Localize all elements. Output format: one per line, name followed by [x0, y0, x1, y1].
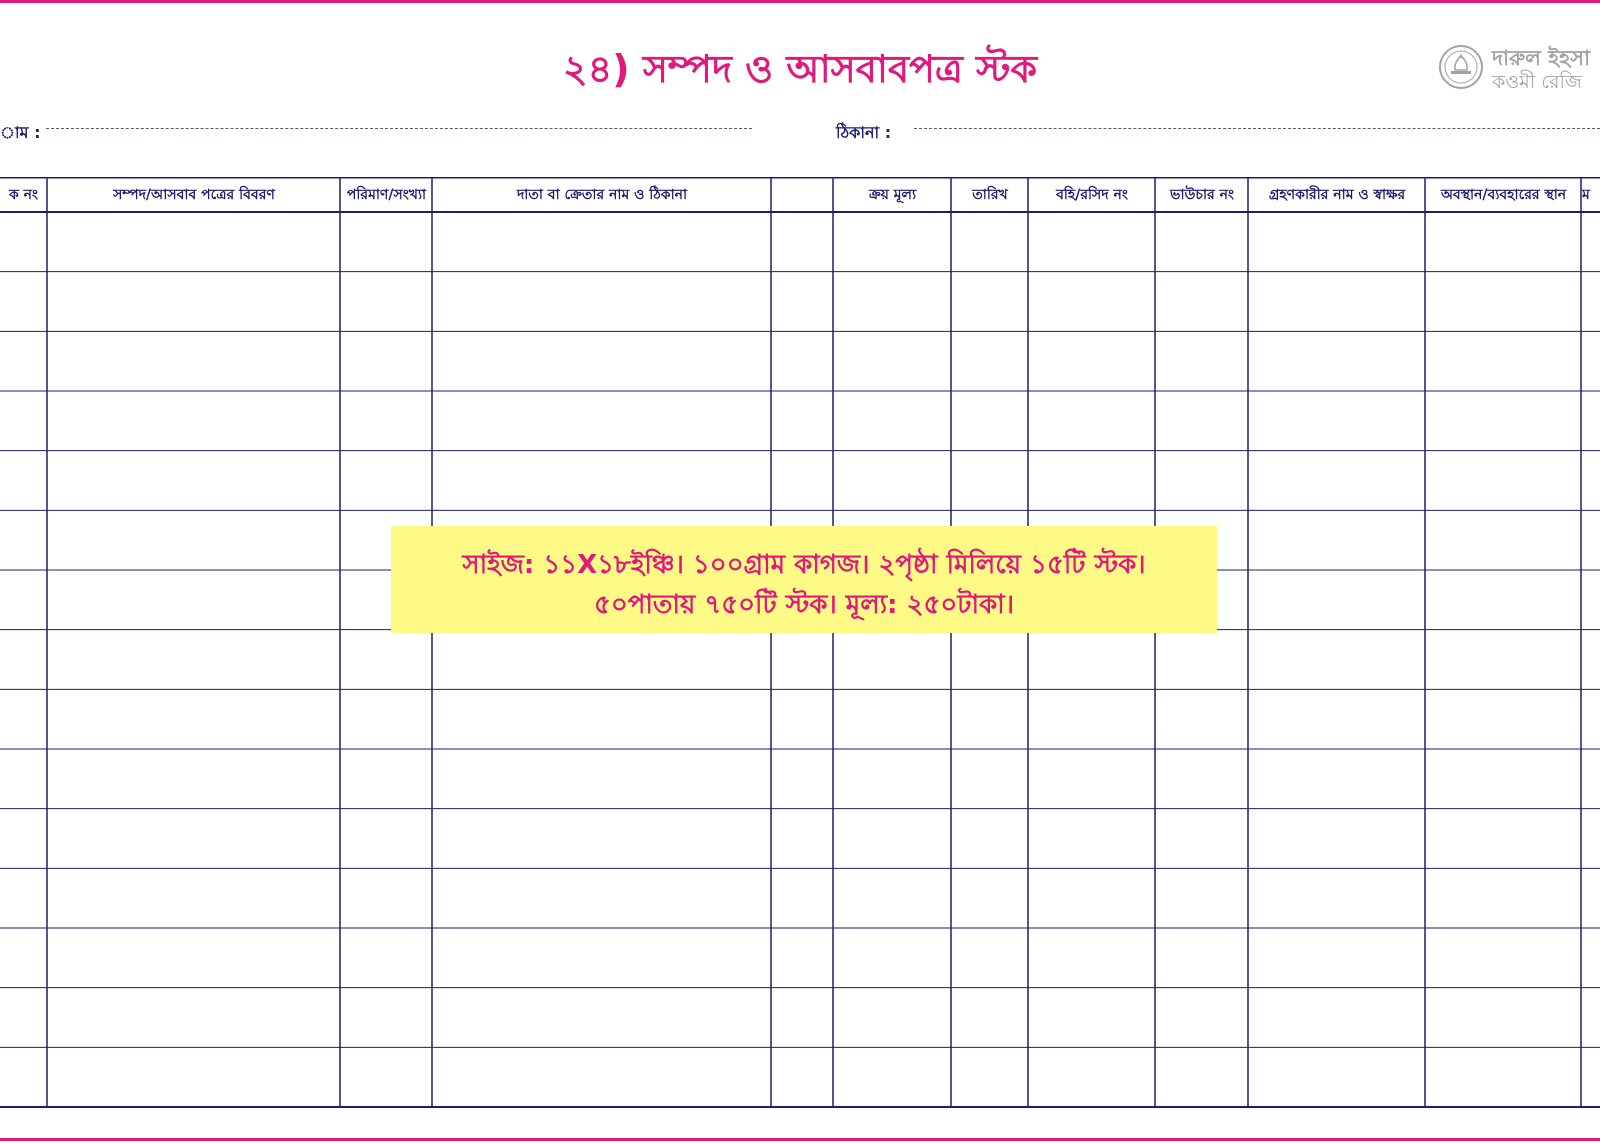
column-header-serial: ক নং	[8, 187, 39, 203]
column-header-voucher: ভাউচার নং	[1170, 187, 1234, 203]
column-header-partial: ম	[1582, 187, 1590, 203]
address-field-label: ঠিকানা :	[836, 123, 892, 142]
info-note-line-1: সাইজ: ১১X১৮ইঞ্চি। ১০০গ্রাম কাগজ। ২পৃষ্ঠা মিলিয়ে ১৫টি স্টক।	[462, 550, 1146, 580]
column-header-date: তারিখ	[972, 187, 1008, 203]
emblem-icon	[1438, 44, 1484, 90]
logo	[1438, 40, 1600, 100]
bottom-border	[0, 1138, 1600, 1141]
logo-line-1: দারুল ইহসা	[1492, 46, 1591, 70]
page-title: ২৪) সম্পদ ও আসবাবপত্র স্টক	[562, 47, 1038, 91]
column-header-receiver: গ্রহণকারীর নাম ও স্বাক্ষর	[1268, 187, 1406, 203]
column-header-location: অবস্থান/ব্যবহারের স্থান	[1440, 187, 1567, 203]
column-header-blank	[772, 179, 833, 211]
column-header-price: ক্রয় মূল্য	[868, 187, 917, 203]
column-header-donor: দাতা বা ক্রেতার নাম ও ঠিকানা	[516, 187, 688, 203]
top-border	[0, 0, 1600, 3]
column-header-description: সম্পদ/আসবাব পত্রের বিবরণ	[113, 187, 275, 203]
column-header-quantity: পরিমাণ/সংখ্যা	[346, 187, 427, 203]
info-note	[391, 526, 1217, 633]
stock-table-grid	[0, 177, 1600, 1108]
info-note-line-2: ৫০পাতায় ৭৫০টি স্টক। মূল্য: ২৫০টাকা।	[593, 590, 1015, 620]
column-header-receipt: বহি/রসিদ নং	[1056, 187, 1128, 203]
logo-line-2: কওমী রেজি	[1492, 71, 1582, 93]
name-field-label: াম :	[0, 123, 41, 142]
name-field-line[interactable]	[46, 128, 752, 129]
address-field-line[interactable]	[914, 128, 1600, 129]
